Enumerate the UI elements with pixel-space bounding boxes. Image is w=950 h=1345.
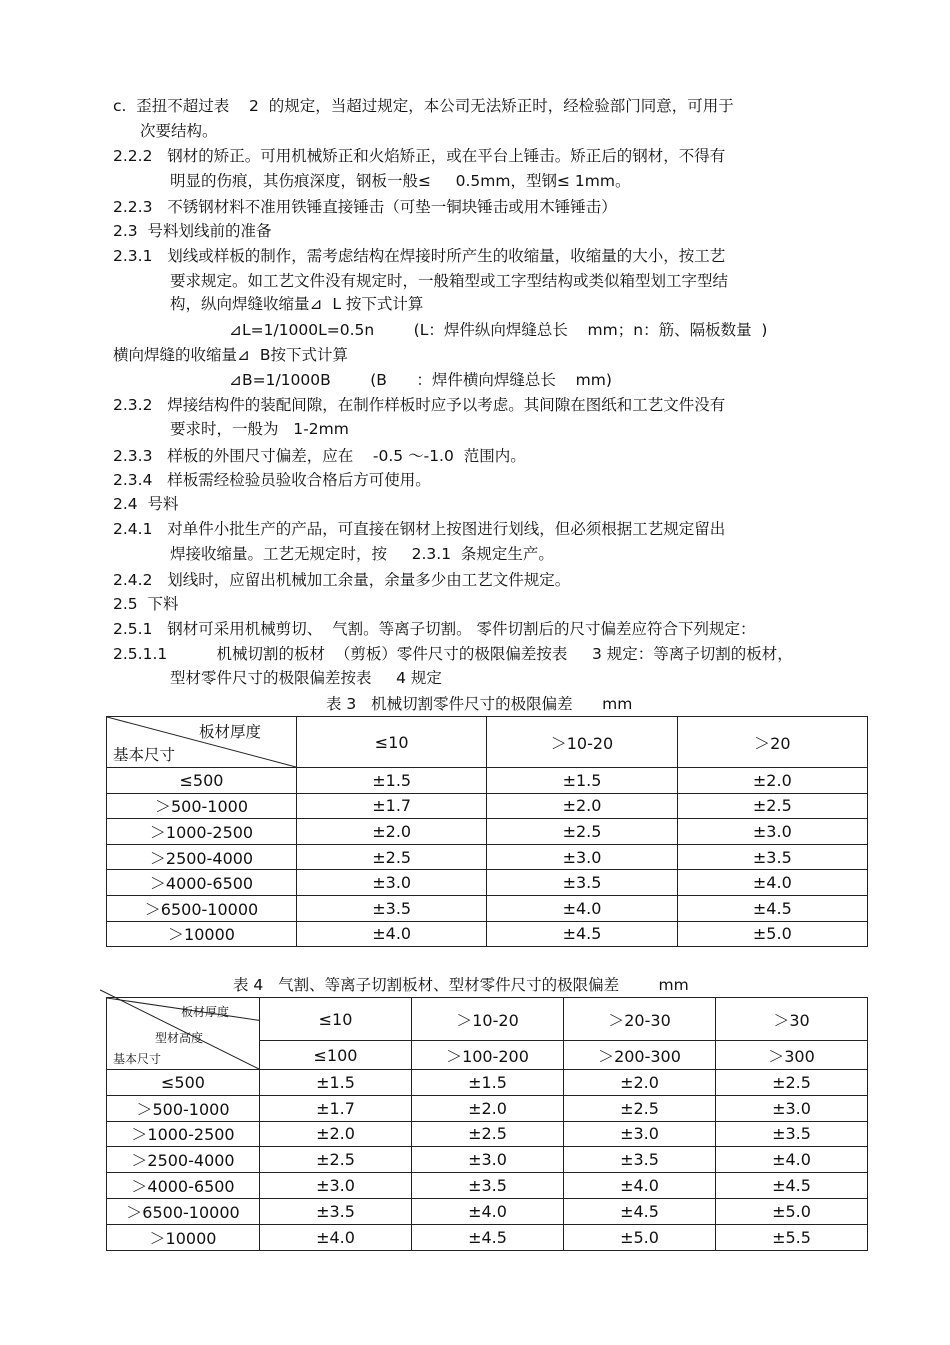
- text-line: 要求时，一般为 1-2mm: [170, 420, 349, 438]
- table-cell: ±2.0: [564, 1070, 716, 1096]
- table-row: [107, 819, 868, 845]
- table-cell: ±3.5: [412, 1173, 564, 1199]
- corner-label-size: 基本尺寸: [113, 746, 176, 764]
- table-cell: ±3.0: [716, 1095, 868, 1121]
- table-cell: ±2.5: [412, 1121, 564, 1147]
- row-header: ＞6500-10000: [107, 1198, 260, 1224]
- table-row: [107, 1121, 868, 1147]
- column-header: ＞10-20: [487, 717, 677, 768]
- table-row: [107, 870, 868, 896]
- table-cell: ±2.5: [297, 844, 487, 870]
- text-line: 2.3.4 样板需经检验员验收合格后方可使用。: [113, 471, 431, 489]
- table-row: [107, 1095, 868, 1121]
- table-row: [107, 921, 868, 947]
- text-line: 2.3.3 样板的外围尺寸偏差，应在 -0.5 ～-1.0 范围内。: [113, 447, 526, 465]
- table-cell: ±1.5: [260, 1070, 412, 1096]
- table-row: [107, 1070, 868, 1096]
- table-cell: ±3.5: [716, 1121, 868, 1147]
- table-cell: ±4.0: [716, 1147, 868, 1173]
- row-header: ＞500-1000: [107, 793, 297, 819]
- text-line: 型材零件尺寸的极限偏差按表 4 规定: [170, 669, 442, 687]
- table-cell: ±4.5: [564, 1198, 716, 1224]
- table-cell: ±2.0: [677, 768, 867, 794]
- table4-corner-cell: [107, 998, 260, 1070]
- table-header-row: [107, 998, 868, 1041]
- column-header: ＞200-300: [564, 1041, 716, 1070]
- table3-caption: 表 3 机械切割零件尺寸的极限偏差 mm: [326, 695, 633, 713]
- table-cell: ±1.5: [487, 768, 677, 794]
- text-line: 2.4.2 划线时，应留出机械加工余量，余量多少由工艺文件规定。: [113, 571, 571, 589]
- corner-label-profile-height: 型材高度: [155, 1031, 204, 1045]
- column-header: ≤10: [260, 998, 412, 1041]
- column-header: ＞30: [716, 998, 868, 1041]
- table-cell: ±1.7: [297, 793, 487, 819]
- text-line: 要求规定。如工艺文件没有规定时，一般箱型或工字型结构或类似箱型划工字型结: [170, 272, 729, 290]
- table-row: [107, 1173, 868, 1199]
- table3-corner-cell: [107, 717, 297, 768]
- text-line: 次要结构。: [140, 122, 218, 140]
- table-cell: ±3.5: [297, 895, 487, 921]
- corner-label-thickness: 板材厚度: [199, 723, 262, 741]
- table-cell: ±3.0: [297, 870, 487, 896]
- column-header: ＞300: [716, 1041, 868, 1070]
- row-header: ＞1000-2500: [107, 1121, 260, 1147]
- column-header: ＞10-20: [412, 998, 564, 1041]
- row-header: ＞1000-2500: [107, 819, 297, 845]
- table-cell: ±4.0: [412, 1198, 564, 1224]
- table-row: [107, 844, 868, 870]
- table-cell: ±2.5: [716, 1070, 868, 1096]
- table-cell: ±2.5: [487, 819, 677, 845]
- column-header: ＞100-200: [412, 1041, 564, 1070]
- text-line: 2.2.2 钢材的矫正。可用机械矫正和火焰矫正，或在平台上锤击。矫正后的钢材，不得有: [113, 147, 726, 165]
- text-line: 2.3.1 划线或样板的制作，需考虑结构在焊接时所产生的收缩量，收缩量的大小，按工艺: [113, 247, 726, 265]
- table4: [106, 997, 868, 1251]
- row-header: ＞500-1000: [107, 1095, 260, 1121]
- table-cell: ±2.0: [297, 819, 487, 845]
- table-cell: ±1.7: [260, 1095, 412, 1121]
- table-cell: ±4.0: [260, 1224, 412, 1250]
- table4-caption: 表 4 气割、等离子切割板材、型材零件尺寸的极限偏差 mm: [233, 976, 689, 994]
- section-heading: 2.3 号料划线前的准备: [113, 222, 272, 240]
- table-cell: ±5.0: [564, 1224, 716, 1250]
- text-line: 横向焊缝的收缩量⊿ B按下式计算: [113, 346, 348, 364]
- column-header: ≤10: [297, 717, 487, 768]
- table-cell: ±4.0: [487, 895, 677, 921]
- table-cell: ±1.5: [297, 768, 487, 794]
- text-line: 2.5.1.1 机械切割的板材 （剪板）零件尺寸的极限偏差按表 3 规定：等离子切割的板材，: [113, 645, 793, 663]
- table-cell: ±2.5: [260, 1147, 412, 1173]
- row-header: ＞6500-10000: [107, 895, 297, 921]
- text-line: 明显的伤痕，其伤痕深度，钢板一般≤ 0.5mm，型钢≤ 1mm。: [170, 172, 631, 190]
- table-cell: ±2.5: [677, 793, 867, 819]
- row-header: ＞2500-4000: [107, 844, 297, 870]
- corner-label-thickness: 板材厚度: [181, 1005, 230, 1019]
- table-cell: ±5.0: [677, 921, 867, 947]
- table-cell: ±2.0: [260, 1121, 412, 1147]
- table-cell: ±4.5: [677, 895, 867, 921]
- table-cell: ±3.0: [412, 1147, 564, 1173]
- table-cell: ±3.0: [260, 1173, 412, 1199]
- table-row: [107, 1198, 868, 1224]
- text-line: 2.5.1 钢材可采用机械剪切、 气割。等离子切割。 零件切割后的尺寸偏差应符合下列规定：: [113, 620, 756, 638]
- text-line: 2.3.2 焊接结构件的装配间隙，在制作样板时应予以考虑。其间隙在图纸和工艺文件没有: [113, 396, 726, 414]
- formula-line: ⊿B=1/1000B (B ：焊件横向焊缝总长 mm): [229, 371, 612, 389]
- table-row: [107, 1224, 868, 1250]
- table-cell: ±4.5: [716, 1173, 868, 1199]
- table-cell: ±2.0: [487, 793, 677, 819]
- table-cell: ±5.0: [716, 1198, 868, 1224]
- table-cell: ±3.5: [260, 1198, 412, 1224]
- table-cell: ±3.0: [487, 844, 677, 870]
- table-cell: ±5.5: [716, 1224, 868, 1250]
- table-row: [107, 793, 868, 819]
- formula-line: ⊿L=1/1000L=0.5n (L：焊件纵向焊缝总长 mm；n：筋、隔板数量 ): [229, 321, 768, 339]
- table-cell: ±4.5: [487, 921, 677, 947]
- table-row: [107, 895, 868, 921]
- table-cell: ±4.0: [564, 1173, 716, 1199]
- table-cell: ±3.0: [677, 819, 867, 845]
- row-header: ≤500: [107, 1070, 260, 1096]
- text-line: c. 歪扭不超过表 2 的规定，当超过规定，本公司无法矫正时，经检验部门同意，可用于: [113, 97, 734, 115]
- table-cell: ±4.0: [677, 870, 867, 896]
- table-cell: ±2.0: [412, 1095, 564, 1121]
- row-header: ＞10000: [107, 921, 297, 947]
- table-cell: ±3.5: [677, 844, 867, 870]
- table-cell: ±3.5: [487, 870, 677, 896]
- column-header: ＞20-30: [564, 998, 716, 1041]
- text-line: 2.4.1 对单件小批生产的产品，可直接在钢材上按图进行划线，但必须根据工艺规定留出: [113, 520, 726, 538]
- table-cell: ±1.5: [412, 1070, 564, 1096]
- column-header: ＞20: [677, 717, 867, 768]
- corner-label-size: 基本尺寸: [113, 1052, 162, 1066]
- table-row: [107, 1147, 868, 1173]
- table-cell: ±3.5: [564, 1147, 716, 1173]
- row-header: ＞4000-6500: [107, 1173, 260, 1199]
- column-header: ≤100: [260, 1041, 412, 1070]
- table-cell: ±4.5: [412, 1224, 564, 1250]
- section-heading: 2.4 号料: [113, 495, 179, 513]
- table-cell: ±4.0: [297, 921, 487, 947]
- row-header: ＞10000: [107, 1224, 260, 1250]
- text-line: 2.2.3 不锈钢材料不准用铁锤直接锤击（可垫一铜块锤击或用木锤锤击）: [113, 198, 617, 216]
- text-line: 焊接收缩量。工艺无规定时，按 2.3.1 条规定生产。: [170, 545, 554, 563]
- row-header: ＞4000-6500: [107, 870, 297, 896]
- table-header-row: [107, 717, 868, 768]
- table-cell: ±2.5: [564, 1095, 716, 1121]
- section-heading: 2.5 下料: [113, 595, 179, 613]
- text-line: 构，纵向焊缝收缩量⊿ L 按下式计算: [170, 295, 424, 313]
- table3: [106, 716, 868, 947]
- row-header: ≤500: [107, 768, 297, 794]
- row-header: ＞2500-4000: [107, 1147, 260, 1173]
- table-row: [107, 768, 868, 794]
- table-cell: ±3.0: [564, 1121, 716, 1147]
